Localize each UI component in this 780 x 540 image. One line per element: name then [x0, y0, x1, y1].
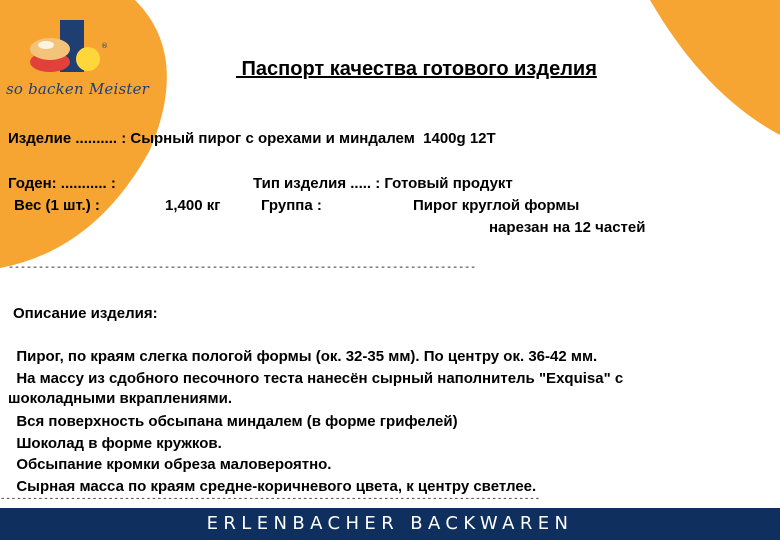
weight-label: Вес (1 шт.) : [14, 197, 100, 214]
group-value-continuation: нарезан на 12 частей [489, 219, 646, 236]
product-line: Изделие .......... : Сырный пирог с орехами и миндалем 1400g 12T [8, 130, 496, 147]
weight-value: 1,400 кг [165, 197, 221, 214]
description-line: шоколадными вкраплениями. [8, 390, 232, 407]
description-line: Обсыпание кромки обреза маловероятно. [8, 456, 332, 473]
logo-mark-icon [2, 14, 152, 84]
description-line: Шоколад в форме кружков. [8, 435, 222, 452]
footer-brand-text: ERLENBACHER BACKWAREN [206, 513, 574, 534]
description-line: На массу из сдобного песочного теста нанесён сырный наполнитель "Exquisa" с [8, 370, 624, 387]
product-type-line: Тип изделия ..... : Готовый продукт [253, 175, 513, 192]
group-value: Пирог круглой формы [413, 197, 580, 214]
divider-line: ------------------------------------------------------------------------------ [8, 263, 477, 274]
footer-bar [0, 508, 780, 540]
logo-wordmark: so backen Meister [6, 80, 150, 98]
description-line: Вся поверхность обсыпана миндалем (в форме грифелей) [8, 413, 458, 430]
group-label: Группа : [261, 197, 322, 214]
svg-text:®: ® [101, 42, 108, 50]
footer-divider-line: ---------------------------------------------------------------------------------------------------- [0, 494, 541, 504]
expiry-label: Годен: ........... : [8, 175, 116, 192]
description-line: Сырная масса по краям средне-коричневого цвета, к центру светлее. [8, 478, 537, 495]
page-title: Паспорт качества готового изделия [236, 58, 597, 80]
description-heading: Описание изделия: [13, 305, 158, 322]
description-line: Пирог, по краям слегка пологой формы (ок. 32-35 мм). По центру ок. 36-42 мм. [8, 348, 598, 365]
brand-logo [2, 14, 152, 98]
